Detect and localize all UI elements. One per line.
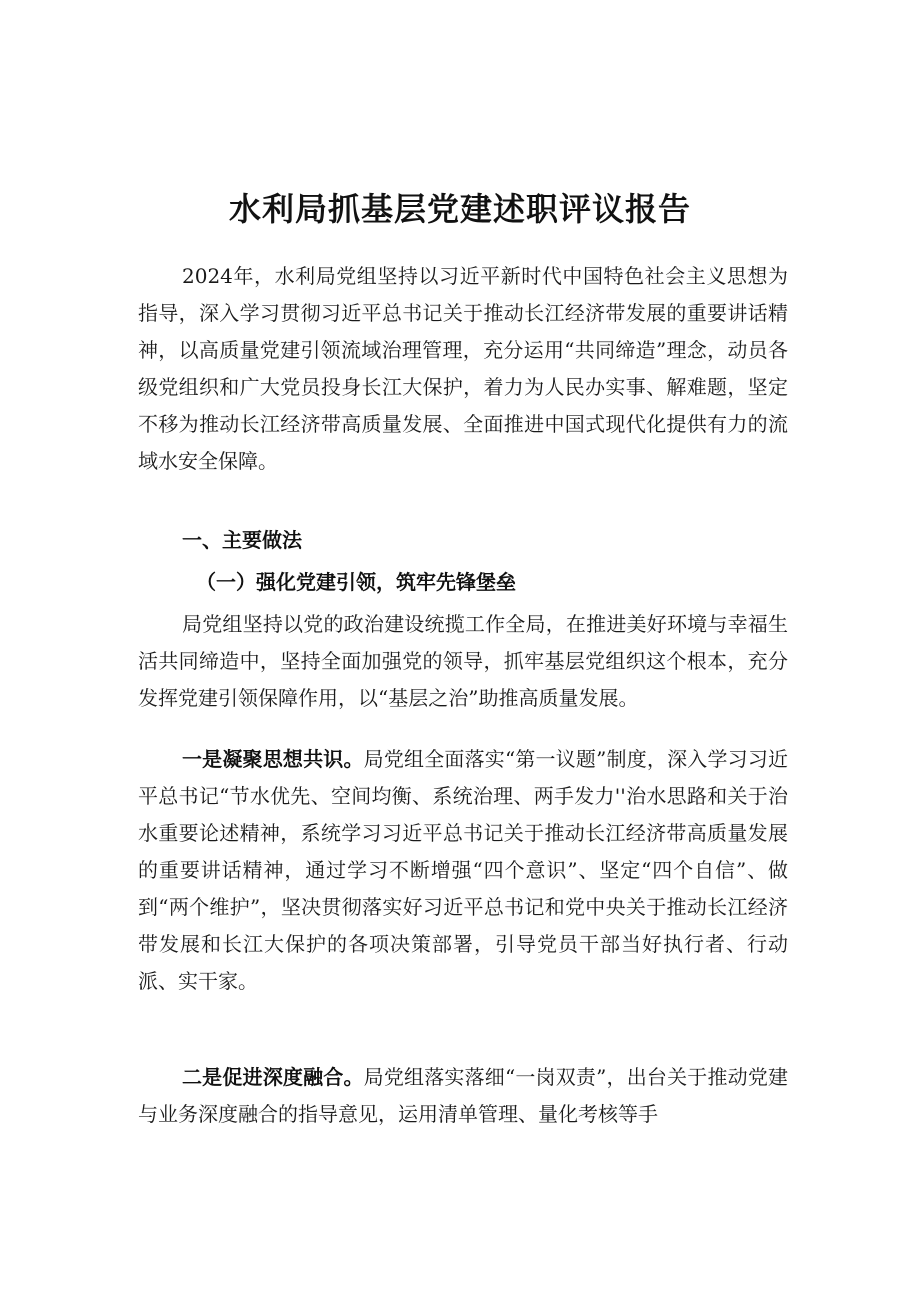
point-one-lead: 一是凝聚思想共识。	[182, 747, 364, 771]
document-title: 水利局抓基层党建述职评议报告	[228, 190, 691, 229]
subsection-heading-party-building: （一）强化党建引领，筑牢先锋堡垒	[196, 570, 516, 594]
point-two-text: 局党组落实落细“一岗双责”，出台关于推动党建与业务深度融合的指导意见，运用清单管理、量化考核等手	[138, 1065, 789, 1126]
point-two-paragraph	[138, 1059, 788, 1133]
point-two-lead: 二是促进深度融合。	[182, 1065, 364, 1089]
subsection-paragraph: 局党组坚持以党的政治建设统揽工作全局，在推进美好环境与幸福生活共同缔造中，坚持全面加强党的领导，抓牢基层党组织这个根本，充分发挥党建引领保障作用，以“基层之治”助推高质量发展。	[138, 612, 788, 710]
intro-paragraph: 2024年，水利局党组坚持以习近平新时代中国特色社会主义思想为指导，深入学习贯彻习近平总书记关于推动长江经济带发展的重要讲话精神，以高质量党建引领流域治理管理，充分运用“共同缔造”理念，动员各级党组织和广大党员投身长江大保护，着力为人民办实事、解难题，坚定不移为推动长江经济带高质量发展、全面推进中国式现代化提供有力的流域水安全保障。	[138, 264, 788, 473]
point-one-text: 局党组全面落实“第一议题”制度，深入学习习近平总书记“节水优先、空间均衡、系统治理、两手发力''治水思路和关于治水重要论述精神，系统学习习近平总书记关于推动长江经济带高质量发展的重要讲话精神，通过学习不断增强“四个意识”、坚定“四个自信”、做到“两个维护”，坚决贯彻落实好习近平总书记和党中央关于推动长江经济带发展和长江大保护的各项决策部署，引导党员干部当好执行者、行动派、实干家。	[138, 747, 789, 993]
section-heading-main-practices: 一、主要做法	[182, 528, 302, 552]
point-one-paragraph	[138, 741, 788, 1000]
